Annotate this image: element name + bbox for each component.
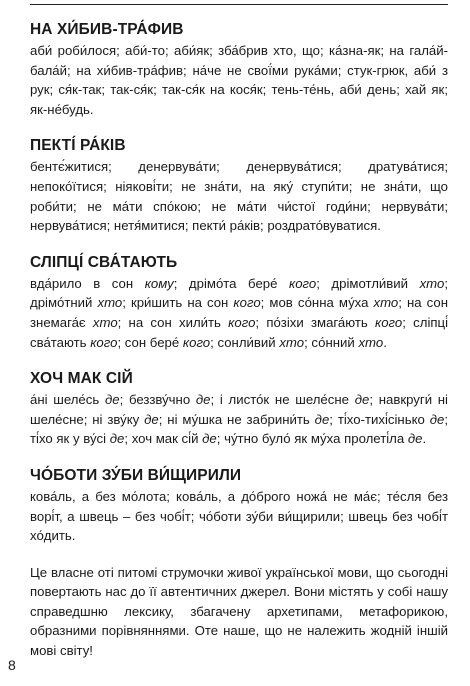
text-segment: ; кри́шить на сон bbox=[122, 295, 234, 311]
italic-segment: де bbox=[195, 392, 211, 408]
entry-1 bbox=[30, 20, 448, 119]
italic-segment: де bbox=[109, 431, 125, 447]
entry-5 bbox=[30, 466, 448, 546]
closing-paragraph: Це власне оті питомі струмочки живої української мови, що сьогодні повертають нас до її автентичних джерел. Вони містять у собі нашу справедшню лексику, збагачену архетипами, метафорикою, образними порівняннями. Оте наше, що не належить жодній іншій мові світу! bbox=[30, 564, 448, 659]
entry-body bbox=[30, 487, 448, 546]
text-segment: ; сліпці́ сва́тають bbox=[30, 314, 449, 350]
text-segment: ; і листо́к не шеле́сне bbox=[210, 392, 355, 408]
text-segment: ; дрімо́тний bbox=[30, 275, 448, 311]
text-segment: ; ні му́шка не забрини́ть bbox=[158, 411, 315, 427]
text-segment: ; дрімо́та бере́ bbox=[173, 275, 289, 291]
text-segment: . bbox=[383, 334, 387, 350]
text-segment: ; навкруги́ ні шеле́сне; ні зву́ку bbox=[30, 392, 448, 427]
entry-title: ХОЧ МАК СІЙ bbox=[30, 370, 133, 388]
italic-segment: кого bbox=[182, 334, 211, 350]
text-segment: ; по́зіхи змага́ють bbox=[255, 314, 375, 330]
text-segment: бентє́житися; денервува́ти; денервува́тися; дратува́тися; непоко́їтися; ніякові́ти; не зна́ти, на яку́ ступи́ти; не зна́ти, що роби́ти; не ма́ти спо́кою; не ма́ти чи́стої годи́ни; нервува́ти; нервува́тися; нетя́митися; пекти́ ра́ків; роздрато́вуватися. bbox=[30, 159, 448, 234]
entry-body bbox=[30, 390, 448, 449]
text-segment: а́ні шеле́сь bbox=[30, 392, 105, 408]
entry-title: ПЕКТІ́ РА́КІВ bbox=[30, 137, 126, 155]
italic-segment: де bbox=[407, 431, 423, 447]
entry-title: СЛІПЦІ́ СВА́ТАЮТЬ bbox=[30, 253, 178, 271]
italic-segment: хто bbox=[373, 295, 399, 311]
text-segment: ; мов со́нна му́ха bbox=[260, 295, 374, 311]
italic-segment: хто bbox=[358, 334, 384, 350]
italic-segment: кого bbox=[233, 295, 261, 311]
page-number: 8 bbox=[8, 657, 16, 673]
italic-segment: кого bbox=[228, 314, 256, 330]
entry-4 bbox=[30, 369, 448, 449]
italic-segment: де bbox=[314, 411, 330, 427]
text-segment: ; хоч мак сі́й bbox=[124, 431, 203, 447]
text-segment: ; дрімотли́вий bbox=[316, 275, 420, 291]
italic-segment: хто bbox=[419, 275, 445, 291]
entry-3 bbox=[30, 253, 448, 352]
text-segment: ; сонли́вий bbox=[210, 334, 280, 350]
text-segment: ; сон бере́ bbox=[117, 334, 183, 350]
text-segment: кова́ль, а без мо́лота; кова́ль, а до́брого ножа́ не ма́є; те́сля без ворі́т, а швець – без чобі́т; чо́боти зу́би ви́щирили; швець без чобі́т хо́дить. bbox=[30, 488, 448, 544]
italic-segment: кого bbox=[90, 334, 118, 350]
italic-segment: кому bbox=[144, 275, 174, 291]
text-segment: . bbox=[422, 431, 427, 447]
italic-segment: де bbox=[104, 392, 120, 408]
text-segment: ; со́нний bbox=[304, 334, 359, 350]
text-segment: ; чу́тно було́ як му́ха пролеті́ла bbox=[216, 431, 408, 447]
text-segment: вда́рило в сон bbox=[30, 275, 145, 291]
italic-segment: де bbox=[429, 411, 445, 427]
italic-segment: де bbox=[202, 431, 217, 447]
italic-segment: де bbox=[354, 392, 370, 408]
top-rule bbox=[30, 4, 448, 5]
page-content bbox=[30, 20, 448, 674]
italic-segment: хто bbox=[92, 314, 118, 330]
italic-segment: хто bbox=[97, 295, 123, 311]
text-segment: аби́ роби́лося; аби́-то; аби́як; зба́брив хто, що; ка́зна-як; на гала́й-бала́й; на хи́бив-тра́фив; на́че не свої́ми рука́ми; стук-грюк, аби́ з рук; ся́к-так; так-ся́к; так-ся́к на кося́к; тень-те́нь, аби́ день; хай як; як-не́будь. bbox=[30, 43, 448, 117]
italic-segment: кого bbox=[288, 275, 317, 291]
entry-body bbox=[30, 41, 448, 119]
text-segment: ; ті́хо як у ву́сі bbox=[30, 411, 449, 447]
text-segment: ; на сон знемага́є bbox=[30, 295, 449, 330]
text-segment: ; беззву́чно bbox=[119, 392, 196, 408]
entry-body bbox=[30, 274, 448, 352]
text-segment: ; на сон хили́ть bbox=[117, 314, 229, 330]
entry-title: ЧО́БОТИ ЗУ́БИ ВИ́ЩИРИЛИ bbox=[30, 466, 242, 484]
italic-segment: хто bbox=[279, 334, 305, 350]
entry-title: НА ХИ́БИВ-ТРА́ФИВ bbox=[30, 21, 184, 38]
italic-segment: де bbox=[144, 411, 159, 427]
italic-segment: кого bbox=[375, 314, 403, 330]
entry-2 bbox=[30, 136, 448, 235]
text-segment: ; ті́хо-тихі́сінько bbox=[329, 411, 430, 427]
entry-body bbox=[30, 157, 448, 235]
